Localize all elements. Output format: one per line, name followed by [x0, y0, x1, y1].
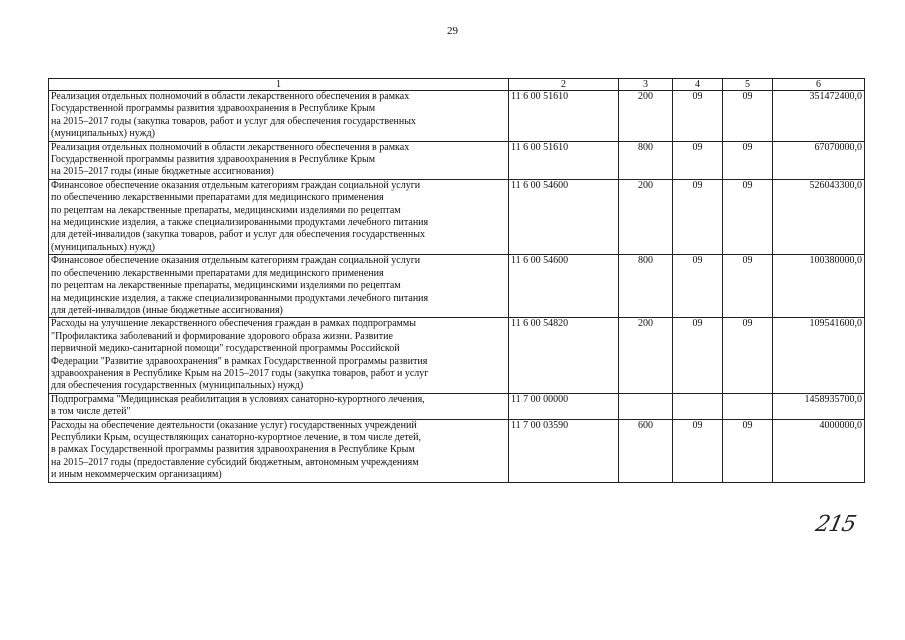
- column-header: 5: [723, 79, 773, 91]
- handwritten-page-mark: 215: [813, 512, 858, 537]
- budget-table: [48, 78, 865, 483]
- row-expense-type: 800: [619, 141, 673, 179]
- row-target-code: 11 6 00 54600: [509, 255, 619, 318]
- row-description: Расходы на улучшение лекарственного обеспечения граждан в рамках подпрограммы "Профилактика заболеваний и формирование здорового образа жизни. Развитие первичной медико-санитарной помощи" государственной программы Российской Федерации "Развитие здравоохранения" в рамках Государственной программы развития здравоохранения в Республике Крым на 2015–2017 годы (закупка товаров, работ и услуг для обеспечения государственных (муниципальных) нужд): [49, 318, 509, 393]
- column-header: 2: [509, 79, 619, 91]
- row-expense-type: 200: [619, 91, 673, 142]
- row-amount: 4000000,0: [773, 419, 865, 482]
- row-amount: 67070000,0: [773, 141, 865, 179]
- row-target-code: 11 7 00 03590: [509, 419, 619, 482]
- row-section: 09: [673, 141, 723, 179]
- row-subsection: 09: [723, 255, 773, 318]
- row-expense-type: 200: [619, 179, 673, 254]
- row-amount: 100380000,0: [773, 255, 865, 318]
- row-description: Расходы на обеспечение деятельности (оказание услуг) государственных учреждений Республики Крым, осуществляющих санаторно-курортное лечение, в том числе детей, в рамках Государственной программы развития здравоохранения в Республике Крым на 2015–2017 годы (предоставление субсидий бюджетным, автономным учреждениям и иным некоммерческим организациям): [49, 419, 509, 482]
- row-subsection: 09: [723, 91, 773, 142]
- table-header-row: [49, 79, 865, 91]
- row-section: 09: [673, 179, 723, 254]
- row-section: 09: [673, 91, 723, 142]
- column-header: 6: [773, 79, 865, 91]
- table-row: [49, 141, 865, 179]
- row-expense-type: 200: [619, 318, 673, 393]
- table-row: [49, 91, 865, 142]
- row-section: [673, 393, 723, 419]
- row-subsection: 09: [723, 419, 773, 482]
- row-target-code: 11 6 00 54820: [509, 318, 619, 393]
- page-number: 29: [447, 25, 458, 37]
- row-description: Финансовое обеспечение оказания отдельным категориям граждан социальной услуги по обеспечению лекарственными препаратами для медицинского применения по рецептам на лекарственные препараты, медицинскими изделиями по рецептам на медицинские изделия, а также специализированными продуктами лечебного питания для детей-инвалидов (иные бюджетные ассигнования): [49, 255, 509, 318]
- row-target-code: 11 7 00 00000: [509, 393, 619, 419]
- row-expense-type: 800: [619, 255, 673, 318]
- row-subsection: [723, 393, 773, 419]
- row-section: 09: [673, 318, 723, 393]
- row-expense-type: [619, 393, 673, 419]
- column-header: 3: [619, 79, 673, 91]
- row-target-code: 11 6 00 51610: [509, 141, 619, 179]
- table-row: [49, 318, 865, 393]
- row-target-code: 11 6 00 54600: [509, 179, 619, 254]
- row-amount: 351472400,0: [773, 91, 865, 142]
- row-subsection: 09: [723, 318, 773, 393]
- row-target-code: 11 6 00 51610: [509, 91, 619, 142]
- column-header: 4: [673, 79, 723, 91]
- table-row: [49, 179, 865, 254]
- row-subsection: 09: [723, 141, 773, 179]
- row-amount: 109541600,0: [773, 318, 865, 393]
- table-row-subprogram: [49, 393, 865, 419]
- table-row: [49, 419, 865, 482]
- row-amount: 526043300,0: [773, 179, 865, 254]
- column-header: 1: [49, 79, 509, 91]
- row-description: Финансовое обеспечение оказания отдельным категориям граждан социальной услуги по обеспечению лекарственными препаратами для медицинского применения по рецептам на лекарственные препараты, медицинскими изделиями по рецептам на медицинские изделия, а также специализированными продуктами лечебного питания для детей-инвалидов (закупка товаров, работ и услуг для обеспечения государственных (муниципальных) нужд): [49, 179, 509, 254]
- row-description: Подпрограмма "Медицинская реабилитация в условиях санаторно-курортного лечения, в том числе детей": [49, 393, 509, 419]
- row-amount: 1458935700,0: [773, 393, 865, 419]
- row-description: Реализация отдельных полномочий в области лекарственного обеспечения в рамках Государственной программы развития здравоохранения в Республике Крым на 2015–2017 годы (закупка товаров, работ и услуг для обеспечения государственных (муниципальных) нужд): [49, 91, 509, 142]
- table-row: [49, 255, 865, 318]
- row-section: 09: [673, 419, 723, 482]
- row-subsection: 09: [723, 179, 773, 254]
- row-expense-type: 600: [619, 419, 673, 482]
- row-section: 09: [673, 255, 723, 318]
- row-description: Реализация отдельных полномочий в области лекарственного обеспечения в рамках Государственной программы развития здравоохранения в Республике Крым на 2015–2017 годы (иные бюджетные ассигнования): [49, 141, 509, 179]
